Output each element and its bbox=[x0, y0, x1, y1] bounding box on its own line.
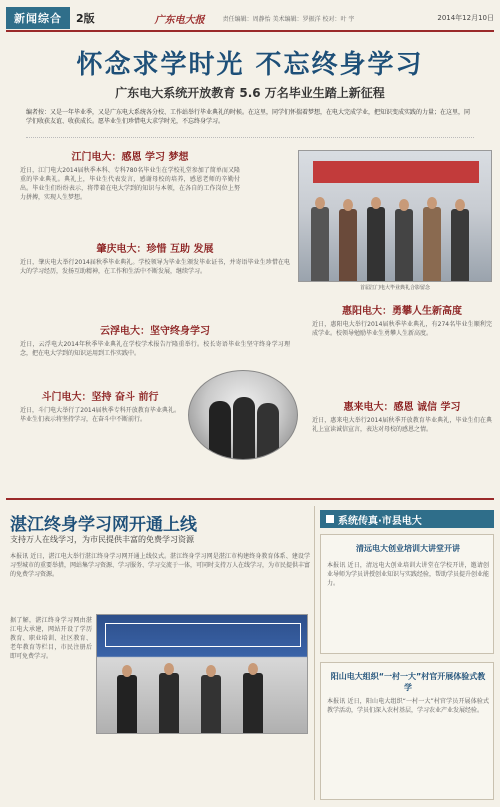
article-text-huilai: 近日，惠来电大举行2014届秋季开放教育毕业典礼，毕业生们在典礼上宣读诚信宣言，表达对母校的感恩之情。 bbox=[312, 417, 492, 433]
sidebar-item-yangshan bbox=[320, 662, 494, 800]
article-title-jiangmen: 江门电大：感恩 学习 梦想 bbox=[71, 152, 189, 163]
article-text-doumen: 近日，斗门电大举行了2014届秋季专科开放教育毕业典礼。毕业生们表示将坚持学习，在奋斗中不断前行。 bbox=[20, 407, 180, 423]
article-title-zhaoqing: 肇庆电大：珍惜 互助 发展 bbox=[96, 244, 214, 255]
article-text-jiangmen: 近日，江门电大2014届秋季本科、专科780名毕业生在学校礼堂参加了简单而又隆重的毕业典礼。典礼上，毕业生代表发言，感谢母校的培养，感恩老师的辛勤付出。毕业生们纷纷表示，将带着在电大学到的知识与本领，在各自的工作岗位上努力拼搏，实现人生梦想。 bbox=[20, 167, 240, 201]
banner-shape bbox=[313, 161, 479, 183]
graduate-figure bbox=[395, 209, 413, 282]
article-text-yunfu: 近日，云浮电大2014年秋季毕业典礼在学校学术报告厅隆重举行。校长寄语毕业生坚守终身学习理念，把在电大学到的知识运用到工作实践中。 bbox=[20, 341, 290, 357]
official-head bbox=[206, 665, 216, 677]
article-title-yunfu: 云浮电大：坚守终身学习 bbox=[100, 326, 210, 337]
masthead bbox=[6, 6, 494, 32]
main-headline: 怀念求学时光 不忘终身学习 bbox=[76, 50, 424, 80]
official-head bbox=[248, 663, 258, 675]
graduates-oval-photo bbox=[188, 370, 298, 460]
article-text-zhaoqing: 近日，肇庆电大举行2014届秋季毕业典礼。学校领导为毕业生颁发毕业证书，并寄语毕业生珍惜在电大的学习经历，发扬互助精神，在工作和生活中不断发展，继续学习。 bbox=[20, 259, 290, 275]
graduate-head bbox=[343, 199, 353, 211]
photo-caption: 首届江门电大毕业典礼合影留念 bbox=[359, 285, 430, 291]
graduate-figure bbox=[423, 207, 441, 282]
graduate-figure bbox=[367, 207, 385, 282]
sidebar-item-title: 阳山电大组织“一村一大”村官开展体验式教学 bbox=[330, 672, 486, 692]
article-title-doumen: 斗门电大：坚持 奋斗 前行 bbox=[41, 392, 159, 403]
graduate-head bbox=[427, 197, 437, 209]
official-figure bbox=[117, 675, 137, 734]
graduate-figure bbox=[451, 209, 469, 282]
article-title-huiyang: 惠阳电大：勇攀人生新高度 bbox=[342, 306, 462, 317]
graduate-head bbox=[455, 199, 465, 211]
graduate-figure bbox=[209, 401, 231, 460]
main-subhead: 广东电大系统开放教育 5.6 万名毕业生踏上新征程 bbox=[115, 86, 385, 100]
sidebar-header-label: 系统传真·市县电大 bbox=[338, 515, 422, 527]
editor-note: 编者按：又是一年毕业季，又是广东电大系统各分校、工作站举行毕业典礼的时候。在这里，同学们怀揣着梦想，在电大完成学业，把知识变成实践的力量；在这里，同学们收获友谊、收获成长。愿毕业生们珍惜电大求学时光，不忘终身学习。 bbox=[26, 108, 474, 138]
graduate-head bbox=[399, 199, 409, 211]
page-number: 2版 bbox=[76, 12, 95, 25]
section-divider bbox=[6, 498, 494, 500]
editor-credits: 责任编辑：周静怡 美术编辑：罗振洋 校对：叶 宇 bbox=[222, 15, 355, 23]
lower-headline: 湛江终身学习网开通上线 bbox=[10, 515, 197, 535]
sidebar-item-qingyuan bbox=[320, 534, 494, 654]
launch-banner-shape bbox=[105, 623, 301, 647]
column-divider bbox=[314, 506, 315, 800]
article-title-huilai: 惠来电大：感恩 诚信 学习 bbox=[343, 402, 461, 413]
graduation-photo bbox=[298, 150, 492, 282]
sidebar-marker-icon bbox=[326, 515, 334, 523]
website-launch-photo bbox=[96, 614, 308, 734]
official-figure bbox=[201, 675, 221, 734]
paper-name: 广东电大报 bbox=[154, 14, 205, 26]
article-text-huiyang: 近日，惠阳电大举行2014届秋季毕业典礼，有274名毕业生顺利完成学业。校领导勉励毕业生勇攀人生新高度。 bbox=[312, 321, 492, 337]
lower-subhead: 支持万人在线学习，为市民提供丰富的免费学习资源 bbox=[10, 535, 194, 544]
graduate-figure bbox=[257, 403, 279, 460]
official-head bbox=[164, 663, 174, 675]
official-figure bbox=[243, 673, 263, 734]
sidebar-header bbox=[320, 510, 494, 528]
graduate-figure bbox=[339, 209, 357, 282]
lower-article-text-2: 据了解，湛江终身学习网由湛江电大承建，网站开设了学历教育、职业培训、社区教育、老年教育等栏目，市民注册后即可免费学习。 bbox=[10, 617, 92, 660]
graduate-head bbox=[371, 197, 381, 209]
sidebar-item-text: 本报讯 近日，清远电大创业培训大讲堂在学校开讲，邀请创业导师为学员讲授创业知识与实践经验，帮助学员提升创业能力。 bbox=[327, 562, 489, 587]
section-tag: 新闻综合 bbox=[6, 7, 70, 29]
lower-article-text: 本报讯 近日，湛江电大举行湛江终身学习网开通上线仪式。湛江终身学习网是湛江市构建终身教育体系、建设学习型城市的重要举措，网站集学习资源、学习服务、学习交流于一体，可同时支持万人在线学习，为市民提供丰富的免费学习资源。 bbox=[10, 553, 310, 578]
official-figure bbox=[159, 673, 179, 734]
official-head bbox=[122, 665, 132, 677]
sidebar-item-title: 清远电大创业培训大讲堂开讲 bbox=[356, 544, 460, 553]
graduate-figure bbox=[233, 397, 255, 460]
sidebar-item-text: 本报讯 近日，阳山电大组织“一村一大”村官学员开展体验式教学活动，学员们深入农村基层，学习农业产业发展经验。 bbox=[327, 698, 489, 714]
graduate-figure bbox=[311, 207, 329, 282]
graduate-head bbox=[315, 197, 325, 209]
issue-date: 2014年12月10日 bbox=[437, 14, 494, 22]
